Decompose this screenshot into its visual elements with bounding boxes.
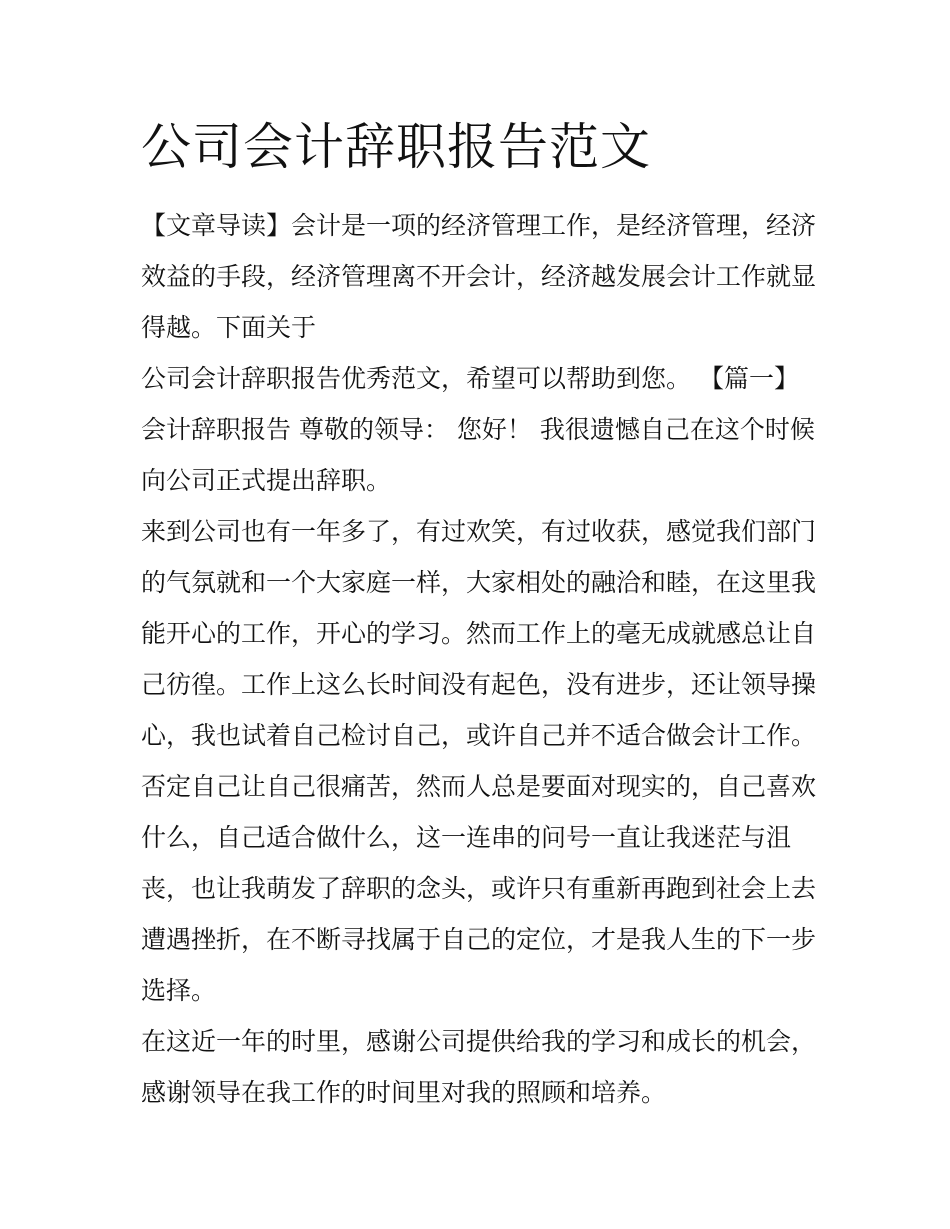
body-line: 遭遇挫折，在不断寻找属于自己的定位，才是我人生的下一步	[141, 925, 817, 954]
body-line: 得越。下面关于	[141, 313, 317, 342]
body-line: 丧，也让我萌发了辞职的念头，或许只有重新再跑到社会上去	[141, 874, 817, 903]
document-title: 公司会计辞职报告范文	[141, 118, 651, 176]
document-body	[141, 200, 817, 1118]
body-line: 选择。	[141, 976, 217, 1005]
body-line: 能开心的工作，开心的学习。然而工作上的毫无成就感总让自	[141, 619, 817, 648]
body-line: 会计辞职报告 尊敬的领导： 您好！ 我很遗憾自己在这个时候	[141, 415, 815, 444]
body-line: 公司会计辞职报告优秀范文，希望可以帮助到您。 【篇一】	[141, 364, 799, 393]
body-line: 己彷徨。工作上这么长时间没有起色，没有进步，还让领导操	[141, 670, 817, 699]
body-line: 感谢领导在我工作的时间里对我的照顾和培养。	[141, 1078, 667, 1107]
body-line: 什么，自己适合做什么，这一连串的问号一直让我迷茫与沮	[141, 823, 792, 852]
body-line: 向公司正式提出辞职。	[141, 466, 392, 495]
body-line: 心，我也试着自己检讨自己，或许自己并不适合做会计工作。	[141, 721, 817, 750]
body-line: 的气氛就和一个大家庭一样，大家相处的融洽和睦，在这里我	[141, 568, 817, 597]
body-line: 在这近一年的时里，感谢公司提供给我的学习和成长的机会，	[141, 1027, 817, 1056]
body-line: 来到公司也有一年多了，有过欢笑，有过收获，感觉我们部门	[141, 517, 817, 546]
body-line: 【文章导读】会计是一项的经济管理工作，是经济管理，经济	[141, 211, 817, 240]
document-content	[141, 114, 817, 1118]
body-line: 否定自己让自己很痛苦，然而人总是要面对现实的，自己喜欢	[141, 772, 817, 801]
body-line: 效益的手段，经济管理离不开会计，经济越发展会计工作就显	[141, 262, 817, 291]
